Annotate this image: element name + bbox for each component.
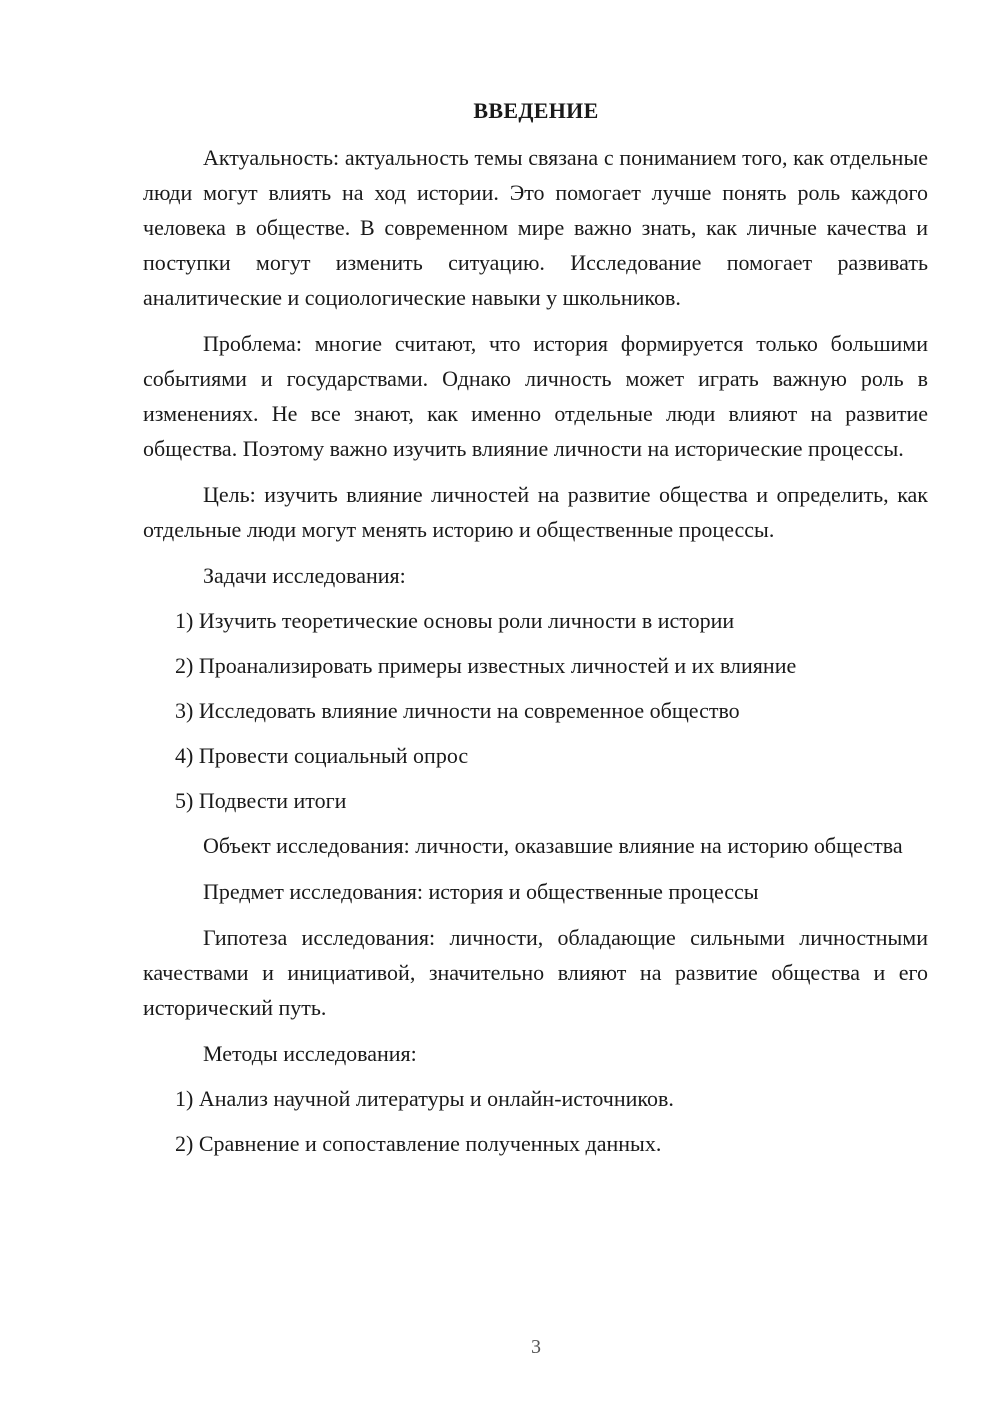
relevance-paragraph: Актуальность: актуальность темы связана с пониманием того, как отдельные люди могут влиять на ход истории. Это помогает лучше понять роль каждого человека в обществе. В современном мире важно знать, как личные качества и поступки могут изменить ситуацию. Исследование помогает развивать аналитические и социологические навыки у школьников. (143, 145, 928, 310)
object-paragraph: Объект исследования: личности, оказавшие влияние на историю общества (203, 833, 903, 858)
hypothesis-paragraph: Гипотеза исследования: личности, обладающие сильными личностными качествами и инициативой, значительно влияют на развитие общества и его исторический путь. (143, 925, 928, 1020)
tasks-list (143, 603, 928, 818)
method-item: 2) Сравнение и сопоставление полученных данных. (175, 1131, 662, 1156)
tasks-heading: Задачи исследования: (203, 563, 406, 588)
problem-paragraph: Проблема: многие считают, что история формируется только большими событиями и государствами. Однако личность может играть важную роль в изменениях. Не все знают, как именно отдельные люди влияют на развитие общества. Поэтому важно изучить влияние личности на исторические процессы. (143, 331, 928, 461)
task-item: 2) Проанализировать примеры известных личностей и их влияние (175, 653, 797, 678)
section-title: ВВЕДЕНИЕ (473, 98, 599, 123)
methods-list (143, 1081, 928, 1161)
body-text (143, 140, 928, 1171)
task-item: 1) Изучить теоретические основы роли личности в истории (175, 608, 735, 633)
task-item: 4) Провести социальный опрос (175, 743, 469, 768)
page-number: 3 (531, 1336, 541, 1358)
goal-paragraph: Цель: изучить влияние личностей на развитие общества и определить, как отдельные люди могут менять историю и общественные процессы. (143, 482, 928, 542)
methods-heading: Методы исследования: (203, 1041, 417, 1066)
task-item: 5) Подвести итоги (175, 788, 347, 813)
task-item: 3) Исследовать влияние личности на современное общество (175, 698, 740, 723)
subject-paragraph: Предмет исследования: история и общественные процессы (203, 879, 759, 904)
method-item: 1) Анализ научной литературы и онлайн-источников. (175, 1086, 674, 1111)
